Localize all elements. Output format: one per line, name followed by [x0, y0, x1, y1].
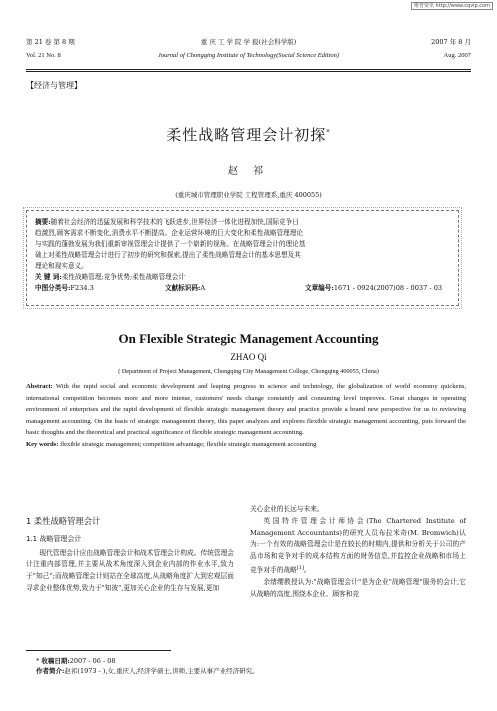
keywords-cn: [35, 272, 450, 283]
citation-1: [1]: [296, 564, 304, 571]
english-title: On Flexible Strategic Management Accounting: [118, 331, 379, 346]
clc-value: F234.3: [70, 284, 94, 292]
volume-issue-en: Vol. 21 No. 8: [26, 52, 61, 59]
right-paragraph-2: 英国特许管理会计师协会(The Chartered Institute of Management Accountants)的研究人员布拉米奇(M. Bromwich)认为:一个有效的战略管理会计是在较长的时期内,提供和分析关于公司的产品市场和竞争对手的成本结构方面的财务信息,并监控企业战略和市场上竞争对手的战略[1]。: [250, 516, 466, 575]
body-column-left: [26, 504, 234, 595]
author-affiliation: (重庆城市管理职业学院 工程管理系,重庆 400055): [175, 191, 322, 199]
abstract-cn-label: 摘要:: [35, 218, 51, 226]
journal-name-en: Journal of Chongqing Institute of Technology(Social Science Edition): [157, 52, 340, 59]
volume-issue-cn: 第 21 卷 第 8 期: [26, 38, 75, 46]
section-tag: 【经济与管理】: [26, 81, 82, 90]
classification-row: [35, 283, 450, 294]
clc-label: 中图分类号:: [35, 284, 71, 292]
source-watermark: 维普资讯 http://www.cqvip.com: [411, 2, 493, 10]
article-title: [0, 124, 497, 145]
journal-name-cn: 重 庆 工 学 院 学 报(社会科学版): [200, 38, 297, 46]
english-abstract: [26, 381, 466, 450]
header-rule-thick: [26, 69, 471, 70]
english-abstract-label: Abstract:: [26, 383, 53, 390]
footnote: [36, 656, 259, 676]
body-column-right: [250, 504, 466, 601]
footnote-rule: [26, 650, 171, 651]
author-name: 赵 祁: [227, 166, 270, 177]
abstract-cn-line-2: 趋激烈,顾客需求不断变化,消费水平不断提高。企业运营环境的巨大变化和柔性战略管理理论: [35, 229, 303, 237]
abstract-cn-line-5: 理论和现实意义。: [35, 262, 88, 270]
doc-code-value: A: [200, 284, 206, 292]
header-rule-thin: [26, 71, 471, 72]
doc-code-label: 文献标识码:: [165, 284, 201, 292]
english-keywords-text: flexible strategic management; competition advantage; flexible strategic management accounting: [60, 440, 317, 448]
received-date: * 收稿日期:2007 - 06 - 08: [36, 657, 116, 665]
chinese-abstract-box: [26, 210, 459, 306]
article-no-label: 文章编号:: [305, 284, 334, 292]
left-paragraph: 现代管理会计应由战略管理会计和战术管理会计构成。传统管理会计注重内部管理,并主要从战术角度深入到企业内部的作业水平,致力于"知己";而战略管理会计则站在全球高度,从战略角度扩大到宏观层面寻求企业整体优势,致力于"知彼",更加关心企业的生存与发展,更加: [26, 548, 234, 592]
abstract-cn-line-4: 础上对柔性战略管理会计进行了初步的研究和探索,提出了柔性战略管理会计的基本思想及其: [35, 251, 301, 259]
section-1-1-heading: 1.1 战略管理会计: [26, 534, 82, 543]
right-paragraph-3: 余绪缨教授认为:"战略管理会计"是为企业"战略管理"服务的会计,它从战略的高度,围绕本企业、顾客和竞: [250, 578, 466, 598]
keywords-cn-text: 柔性战略管理;竞争优势;柔性战略管理会计: [61, 273, 185, 281]
article-no-value: 1671 - 0924(2007)08 - 0037 - 03: [333, 284, 443, 292]
date-cn: 2007 年 8 月: [431, 38, 471, 46]
date-en: Aug. 2007: [443, 52, 471, 59]
right-paragraph-1: 关心企业的长远与未来。: [250, 505, 324, 513]
section-1-heading: 1 柔性战略管理会计: [26, 516, 101, 526]
english-keywords: [26, 439, 466, 451]
english-affiliation: ( Department of Project Management, Chongqing City Management College, Chongqing 400055, China): [118, 368, 379, 375]
abstract-cn-line-1: 摘要:随着社会经济的迅猛发展和科学技术的飞跃进步,世界经济一体化进程加快,国际竞争日: [35, 218, 299, 226]
keywords-cn-label: 关 键 词:: [35, 273, 62, 281]
article-title-text: 柔性战略管理会计初探: [166, 126, 327, 144]
english-abstract-body: [26, 381, 466, 439]
english-author: ZHAO Qi: [230, 352, 267, 362]
author-bio: 作者简介:赵祁(1973 - ),女,重庆人,经济学硕士,讲师,主要从事产业经济研究。: [36, 667, 259, 675]
running-header: [26, 37, 471, 69]
english-keywords-label: Key words:: [26, 440, 59, 448]
abstract-cn-line-3: 与实践的蓬勃发展为我们重新审视管理会计提供了一个崭新的视角。在战略管理会计的理论基: [35, 240, 306, 248]
title-footnote-mark: *: [326, 128, 331, 136]
english-abstract-text: With the rapid social and economic development and leaping progress in science and technology, the globalization of world economy quickens, international competition becomes more and more intense, customers' needs change constantly and consuming level improves. Great changes in operating environment of enterprises and the rapid development of flexible strategic management theory and practice provide a brand new perspective for us to reviewing management accounting. On the basis of strategic management theory, this paper analyzes and explores flexible strategic management accounting, puts forward the basic thoughts and the theoretical and practical significance of flexible strategic management accounting.: [26, 383, 466, 436]
